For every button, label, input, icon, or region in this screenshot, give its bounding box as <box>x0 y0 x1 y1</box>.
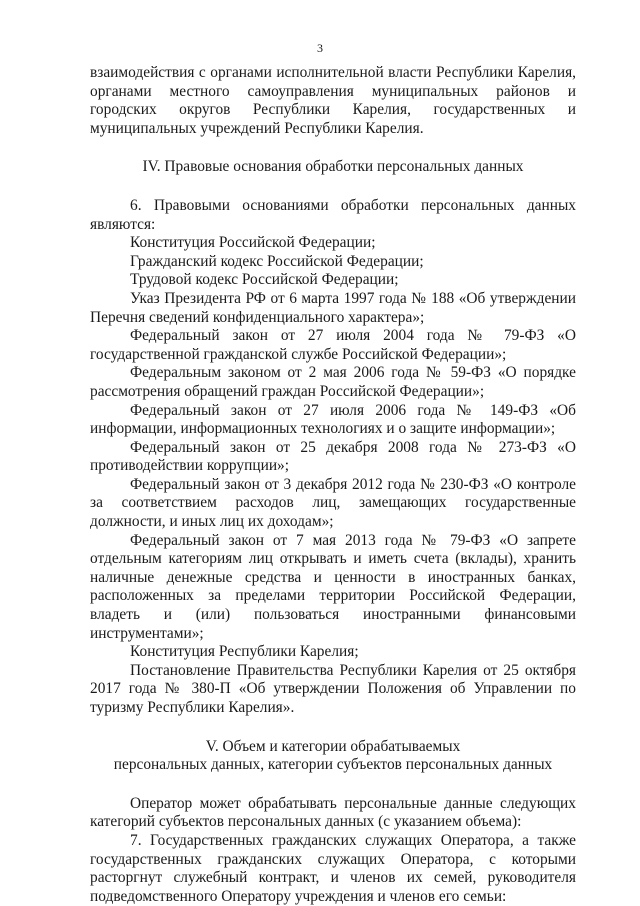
section-4-paragraph: Трудовой кодекс Российской Федерации; <box>130 271 399 289</box>
section-5-title-line-1: V. Объем и категории обрабатываемых <box>205 737 461 755</box>
section-4-paragraph: Федеральный закон от 3 декабря 2012 года № 230-ФЗ «О контроле за соответствием расходов лиц, замещающих государственные должности, и иных лиц их доходам»; <box>90 475 576 531</box>
section-4-paragraph: Федеральным законом от 2 мая 2006 года № 59-ФЗ «О порядке рассмотрения обращений граждан Российской Федерации»; <box>90 364 576 400</box>
section-4-paragraph: Гражданский кодекс Российской Федерации; <box>130 252 424 270</box>
document-body <box>90 64 576 906</box>
section-4-paragraph: Федеральный закон от 25 декабря 2008 года № 273-ФЗ «О противодействии коррупции»; <box>90 438 576 475</box>
section-4-paragraph: Конституция Республики Карелия; <box>130 643 359 661</box>
section-4-paragraph: Федеральный закон от 7 мая 2013 года № 79-ФЗ «О запрете отдельным категориям лиц открывать и иметь счета (вклады), хранить наличные денежные средства и ценности в иностранных банках, расположенных за пределами территории Российской Федерации, владеть и (или) пользоваться иностранными финансовыми инструментами»; <box>90 531 576 642</box>
section-4-paragraph: 6. Правовыми основаниями обработки персональных данных являются: <box>90 196 576 233</box>
section-5-title-line-2: персональных данных, категории субъектов персональных данных <box>113 756 553 774</box>
section-4-title: IV. Правовые основания обработки персональных данных <box>142 158 524 176</box>
section-4-paragraph: Указ Президента РФ от 6 марта 1997 года № 188 «Об утверждении Перечня сведений конфиденциального характера»; <box>90 289 576 326</box>
section-4-paragraph: Федеральный закон от 27 июля 2006 года № 149-ФЗ «Об информации, информационных технологиях и о защите информации»; <box>90 401 576 438</box>
page-number: 3 <box>317 41 323 55</box>
section-4-paragraph: Федеральный закон от 27 июля 2004 года № 79-ФЗ «О государственной гражданской службе Российской Федерации»; <box>90 327 576 363</box>
section-5-paragraph: 7. Государственных гражданских служащих Оператора, а также государственных гражданских служащих Оператора, с которыми расторгнут служебный контракт, и членов их семей, руководителя подведомственного Оператору учреждения и членов его семьи: <box>90 831 576 905</box>
section-4-paragraph: Конституция Российской Федерации; <box>130 234 376 252</box>
section-4-paragraph: Постановление Правительства Республики Карелия от 25 октября 2017 года № 380-П «Об утверждении Положения об Управлении по туризму Республики Карелия». <box>90 661 576 716</box>
section-5-paragraph: Оператор может обрабатывать персональные данные следующих категорий субъектов персональных данных (с указанием объема): <box>90 794 576 831</box>
intro-paragraph: взаимодействия с органами исполнительной власти Республики Карелия, органами местного самоуправления муниципальных районов и городских округов Республики Карелия, государственных и муниципальных учреждений Республики Карелия. <box>90 64 576 137</box>
